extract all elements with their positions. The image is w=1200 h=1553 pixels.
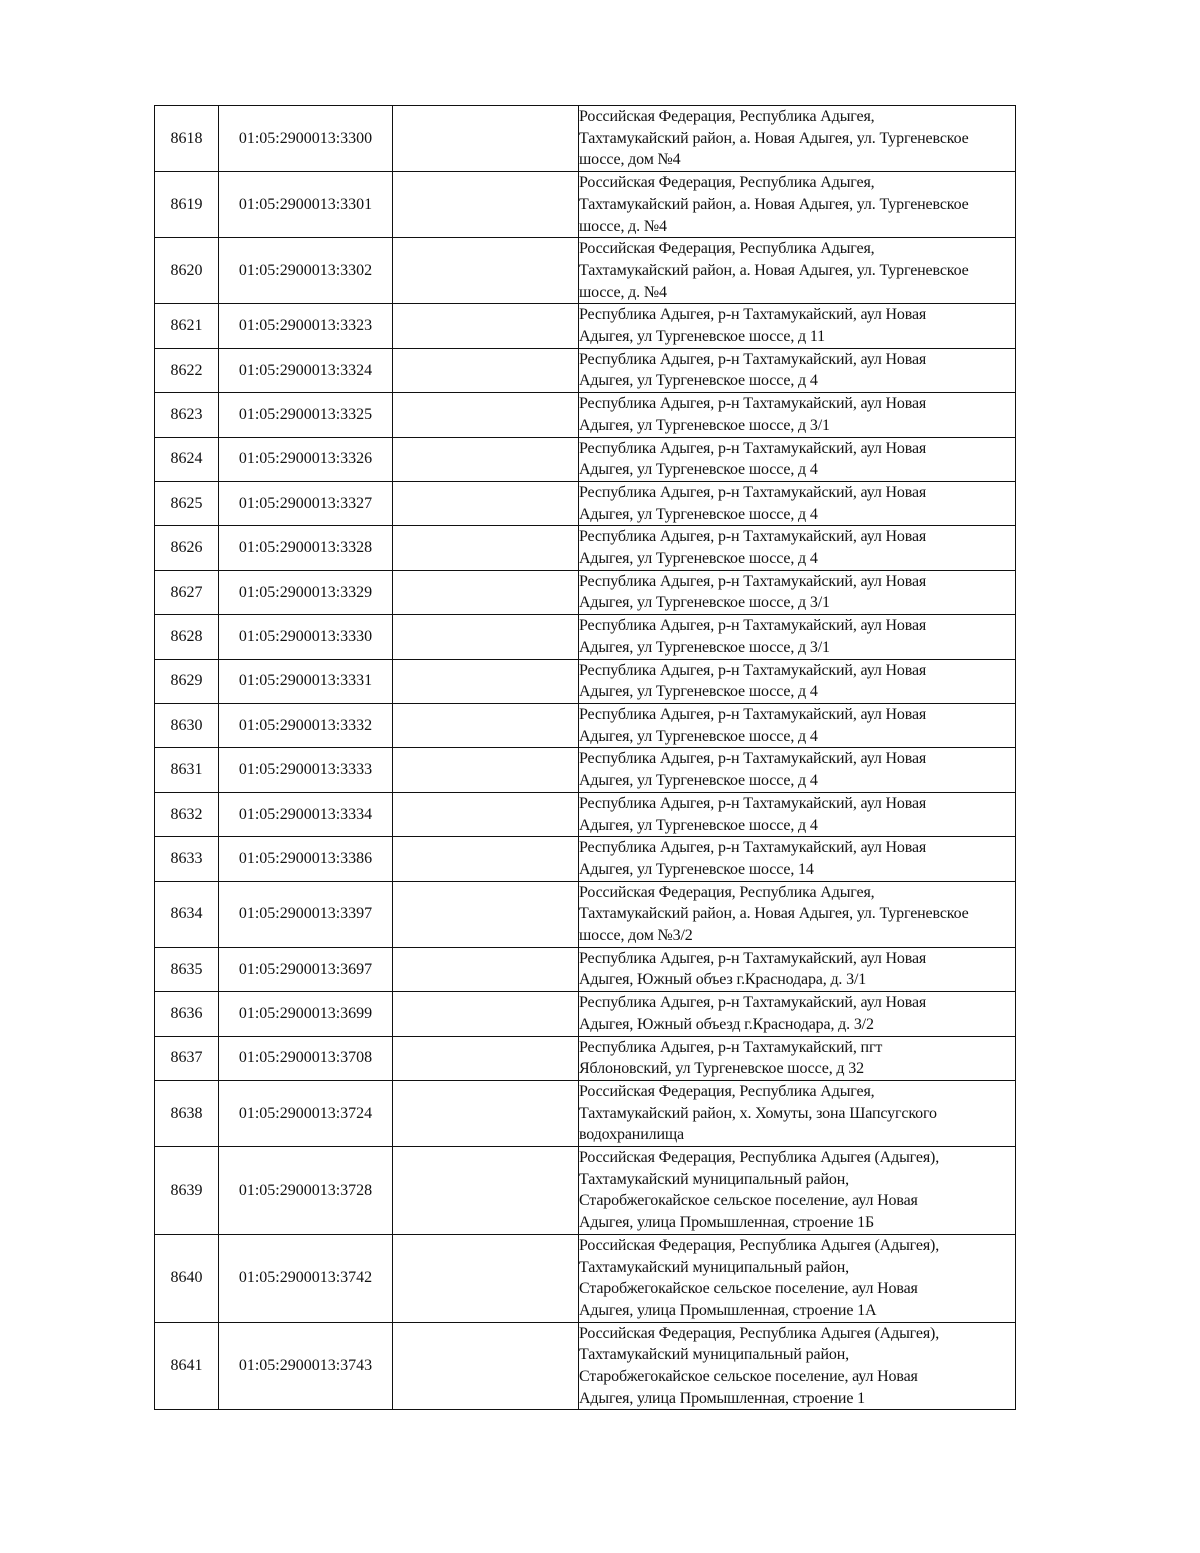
cadastral-number-cell: 01:05:2900013:3724 bbox=[219, 1080, 393, 1146]
row-number-cell: 8628 bbox=[155, 615, 219, 659]
row-number-cell: 8625 bbox=[155, 481, 219, 525]
address-cell: Российская Федерация, Республика Адыгея, Тахтамукайский район, х. Хомуты, зона Шапсугского водохранилища bbox=[579, 1080, 1016, 1146]
blank-cell bbox=[393, 947, 579, 991]
row-number-cell: 8632 bbox=[155, 792, 219, 836]
property-registry-table bbox=[154, 105, 1016, 1410]
row-number-cell: 8631 bbox=[155, 748, 219, 792]
blank-cell bbox=[393, 992, 579, 1036]
address-cell: Республика Адыгея, р-н Тахтамукайский, пгт Яблоновский, ул Тургеневское шоссе, д 32 bbox=[579, 1036, 1016, 1080]
cadastral-number-cell: 01:05:2900013:3332 bbox=[219, 703, 393, 747]
table-row bbox=[155, 481, 1016, 525]
blank-cell bbox=[393, 106, 579, 172]
blank-cell bbox=[393, 393, 579, 437]
table-row bbox=[155, 748, 1016, 792]
address-cell: Российская Федерация, Республика Адыгея (Адыгея), Тахтамукайский муниципальный район, Старобжегокайское сельское поселение, аул Новая Адыгея, улица Промышленная, строение 1Б bbox=[579, 1147, 1016, 1235]
row-number-cell: 8629 bbox=[155, 659, 219, 703]
cadastral-number-cell: 01:05:2900013:3708 bbox=[219, 1036, 393, 1080]
table-row bbox=[155, 304, 1016, 348]
blank-cell bbox=[393, 526, 579, 570]
cadastral-number-cell: 01:05:2900013:3697 bbox=[219, 947, 393, 991]
cadastral-number-cell: 01:05:2900013:3324 bbox=[219, 348, 393, 392]
blank-cell bbox=[393, 1147, 579, 1235]
row-number-cell: 8623 bbox=[155, 393, 219, 437]
row-number-cell: 8630 bbox=[155, 703, 219, 747]
address-cell: Республика Адыгея, р-н Тахтамукайский, аул Новая Адыгея, ул Тургеневское шоссе, д 3/1 bbox=[579, 393, 1016, 437]
cadastral-number-cell: 01:05:2900013:3742 bbox=[219, 1234, 393, 1322]
address-cell: Республика Адыгея, р-н Тахтамукайский, аул Новая Адыгея, Южный объезд г.Краснодара, д. 3/2 bbox=[579, 992, 1016, 1036]
row-number-cell: 8638 bbox=[155, 1080, 219, 1146]
row-number-cell: 8639 bbox=[155, 1147, 219, 1235]
blank-cell bbox=[393, 348, 579, 392]
table-row bbox=[155, 348, 1016, 392]
cadastral-number-cell: 01:05:2900013:3386 bbox=[219, 837, 393, 881]
address-cell: Республика Адыгея, р-н Тахтамукайский, аул Новая Адыгея, ул Тургеневское шоссе, д 4 bbox=[579, 703, 1016, 747]
blank-cell bbox=[393, 1234, 579, 1322]
blank-cell bbox=[393, 1036, 579, 1080]
row-number-cell: 8640 bbox=[155, 1234, 219, 1322]
address-cell: Республика Адыгея, р-н Тахтамукайский, аул Новая Адыгея, ул Тургеневское шоссе, д 4 bbox=[579, 481, 1016, 525]
table-row bbox=[155, 947, 1016, 991]
blank-cell bbox=[393, 881, 579, 947]
table-row bbox=[155, 238, 1016, 304]
blank-cell bbox=[393, 570, 579, 614]
cadastral-number-cell: 01:05:2900013:3743 bbox=[219, 1322, 393, 1410]
table-row bbox=[155, 881, 1016, 947]
blank-cell bbox=[393, 1080, 579, 1146]
row-number-cell: 8637 bbox=[155, 1036, 219, 1080]
address-cell: Российская Федерация, Республика Адыгея (Адыгея), Тахтамукайский муниципальный район, Старобжегокайское сельское поселение, аул Новая Адыгея, улица Промышленная, строение 1А bbox=[579, 1234, 1016, 1322]
cadastral-number-cell: 01:05:2900013:3325 bbox=[219, 393, 393, 437]
address-cell: Республика Адыгея, р-н Тахтамукайский, аул Новая Адыгея, ул Тургеневское шоссе, д 4 bbox=[579, 748, 1016, 792]
table-row bbox=[155, 659, 1016, 703]
row-number-cell: 8620 bbox=[155, 238, 219, 304]
table-row bbox=[155, 526, 1016, 570]
row-number-cell: 8633 bbox=[155, 837, 219, 881]
registry-table-body bbox=[155, 106, 1016, 1410]
table-row bbox=[155, 393, 1016, 437]
blank-cell bbox=[393, 703, 579, 747]
table-row bbox=[155, 992, 1016, 1036]
table-row bbox=[155, 1147, 1016, 1235]
blank-cell bbox=[393, 659, 579, 703]
table-row bbox=[155, 615, 1016, 659]
table-row bbox=[155, 1234, 1016, 1322]
cadastral-number-cell: 01:05:2900013:3331 bbox=[219, 659, 393, 703]
row-number-cell: 8627 bbox=[155, 570, 219, 614]
cadastral-number-cell: 01:05:2900013:3327 bbox=[219, 481, 393, 525]
address-cell: Российская Федерация, Республика Адыгея, Тахтамукайский район, а. Новая Адыгея, ул. Тургеневское шоссе, д. №4 bbox=[579, 238, 1016, 304]
address-cell: Республика Адыгея, р-н Тахтамукайский, аул Новая Адыгея, ул Тургеневское шоссе, д 4 bbox=[579, 437, 1016, 481]
table-row bbox=[155, 570, 1016, 614]
table-row bbox=[155, 1322, 1016, 1410]
cadastral-number-cell: 01:05:2900013:3330 bbox=[219, 615, 393, 659]
row-number-cell: 8619 bbox=[155, 172, 219, 238]
table-row bbox=[155, 1080, 1016, 1146]
table-row bbox=[155, 703, 1016, 747]
row-number-cell: 8622 bbox=[155, 348, 219, 392]
table-row bbox=[155, 837, 1016, 881]
table-row bbox=[155, 106, 1016, 172]
blank-cell bbox=[393, 304, 579, 348]
address-cell: Республика Адыгея, р-н Тахтамукайский, аул Новая Адыгея, Южный объез г.Краснодара, д. 3/1 bbox=[579, 947, 1016, 991]
blank-cell bbox=[393, 172, 579, 238]
row-number-cell: 8635 bbox=[155, 947, 219, 991]
address-cell: Республика Адыгея, р-н Тахтамукайский, аул Новая Адыгея, ул Тургеневское шоссе, д 3/1 bbox=[579, 570, 1016, 614]
cadastral-number-cell: 01:05:2900013:3329 bbox=[219, 570, 393, 614]
table-row bbox=[155, 437, 1016, 481]
address-cell: Республика Адыгея, р-н Тахтамукайский, аул Новая Адыгея, ул Тургеневское шоссе, д 3/1 bbox=[579, 615, 1016, 659]
address-cell: Российская Федерация, Республика Адыгея, Тахтамукайский район, а. Новая Адыгея, ул. Тургеневское шоссе, д. №4 bbox=[579, 172, 1016, 238]
address-cell: Республика Адыгея, р-н Тахтамукайский, аул Новая Адыгея, ул Тургеневское шоссе, д 4 bbox=[579, 792, 1016, 836]
address-cell: Российская Федерация, Республика Адыгея, Тахтамукайский район, а. Новая Адыгея, ул. Тургеневское шоссе, дом №4 bbox=[579, 106, 1016, 172]
address-cell: Республика Адыгея, р-н Тахтамукайский, аул Новая Адыгея, ул Тургеневское шоссе, д 4 bbox=[579, 659, 1016, 703]
cadastral-number-cell: 01:05:2900013:3300 bbox=[219, 106, 393, 172]
cadastral-number-cell: 01:05:2900013:3334 bbox=[219, 792, 393, 836]
row-number-cell: 8626 bbox=[155, 526, 219, 570]
blank-cell bbox=[393, 437, 579, 481]
blank-cell bbox=[393, 481, 579, 525]
blank-cell bbox=[393, 792, 579, 836]
table-row bbox=[155, 172, 1016, 238]
row-number-cell: 8624 bbox=[155, 437, 219, 481]
address-cell: Республика Адыгея, р-н Тахтамукайский, аул Новая Адыгея, ул Тургеневское шоссе, д 4 bbox=[579, 526, 1016, 570]
cadastral-number-cell: 01:05:2900013:3302 bbox=[219, 238, 393, 304]
cadastral-number-cell: 01:05:2900013:3397 bbox=[219, 881, 393, 947]
cadastral-number-cell: 01:05:2900013:3699 bbox=[219, 992, 393, 1036]
row-number-cell: 8621 bbox=[155, 304, 219, 348]
blank-cell bbox=[393, 238, 579, 304]
table-row bbox=[155, 792, 1016, 836]
cadastral-number-cell: 01:05:2900013:3301 bbox=[219, 172, 393, 238]
table-row bbox=[155, 1036, 1016, 1080]
row-number-cell: 8641 bbox=[155, 1322, 219, 1410]
blank-cell bbox=[393, 615, 579, 659]
cadastral-number-cell: 01:05:2900013:3328 bbox=[219, 526, 393, 570]
row-number-cell: 8634 bbox=[155, 881, 219, 947]
cadastral-number-cell: 01:05:2900013:3326 bbox=[219, 437, 393, 481]
row-number-cell: 8618 bbox=[155, 106, 219, 172]
cadastral-number-cell: 01:05:2900013:3333 bbox=[219, 748, 393, 792]
address-cell: Российская Федерация, Республика Адыгея, Тахтамукайский район, а. Новая Адыгея, ул. Тургеневское шоссе, дом №3/2 bbox=[579, 881, 1016, 947]
address-cell: Республика Адыгея, р-н Тахтамукайский, аул Новая Адыгея, ул Тургеневское шоссе, 14 bbox=[579, 837, 1016, 881]
address-cell: Республика Адыгея, р-н Тахтамукайский, аул Новая Адыгея, ул Тургеневское шоссе, д 11 bbox=[579, 304, 1016, 348]
cadastral-number-cell: 01:05:2900013:3323 bbox=[219, 304, 393, 348]
address-cell: Республика Адыгея, р-н Тахтамукайский, аул Новая Адыгея, ул Тургеневское шоссе, д 4 bbox=[579, 348, 1016, 392]
address-cell: Российская Федерация, Республика Адыгея (Адыгея), Тахтамукайский муниципальный район, Старобжегокайское сельское поселение, аул Новая Адыгея, улица Промышленная, строение 1 bbox=[579, 1322, 1016, 1410]
blank-cell bbox=[393, 1322, 579, 1410]
blank-cell bbox=[393, 837, 579, 881]
blank-cell bbox=[393, 748, 579, 792]
cadastral-number-cell: 01:05:2900013:3728 bbox=[219, 1147, 393, 1235]
row-number-cell: 8636 bbox=[155, 992, 219, 1036]
